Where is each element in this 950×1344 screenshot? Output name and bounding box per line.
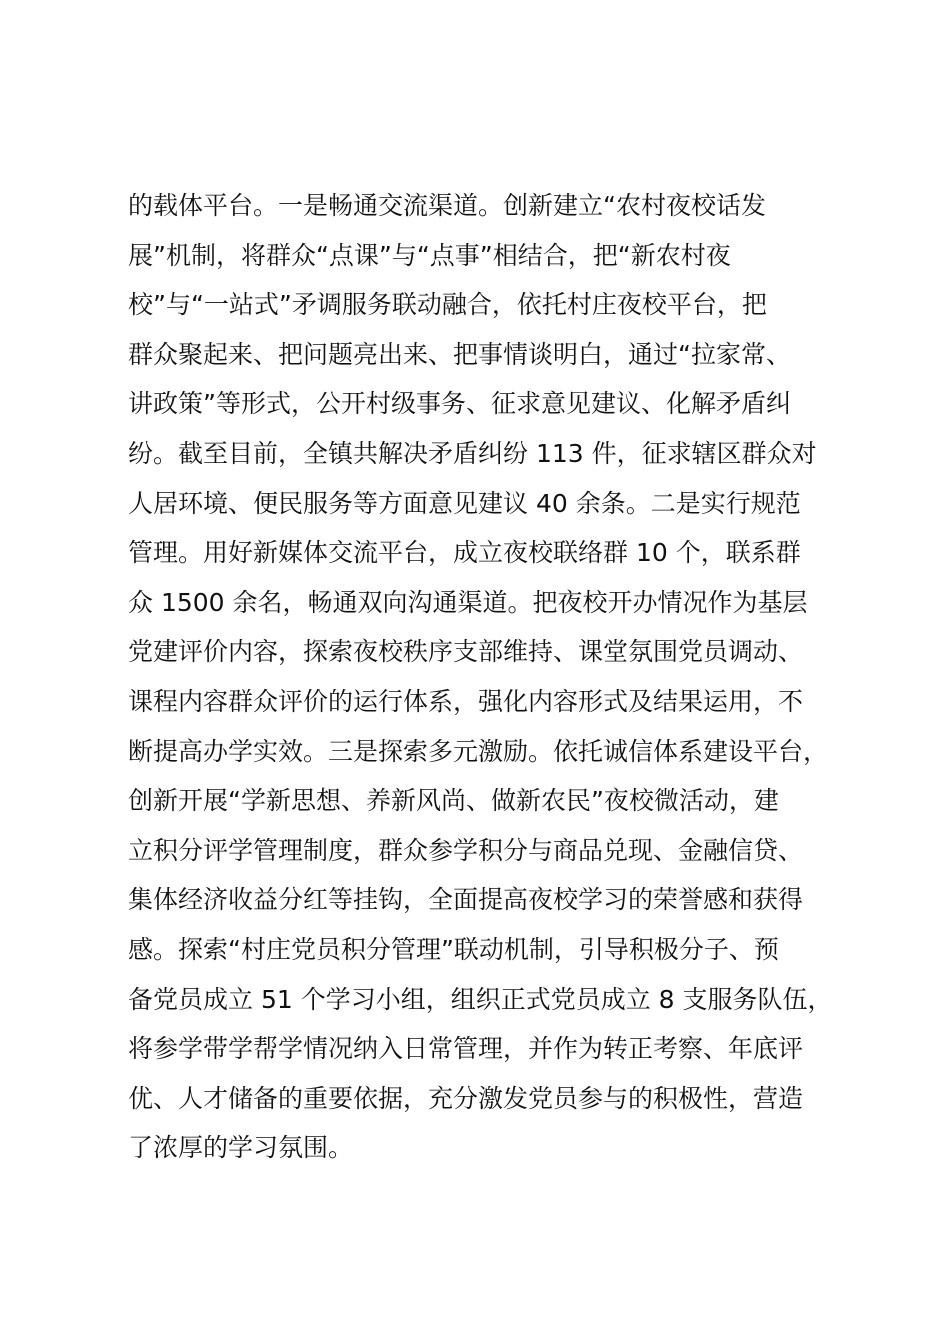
- text-line: 创新开展“学新思想、养新风尚、做新农民”夜校微活动，建: [128, 786, 779, 816]
- text-line: 将参学带学帮学情况纳入日常管理，并作为转正考察、年底评: [128, 1034, 804, 1064]
- text-line: 校”与“一站式”矛调服务联动融合，依托村庄夜校平台，把: [128, 290, 767, 320]
- text-line: 众 1500 余名，畅通双向沟通渠道。把夜校开办情况作为基层: [128, 587, 808, 617]
- text-line: 管理。用好新媒体交流平台，成立夜校联络群 10 个，联系群: [128, 538, 801, 568]
- text-line: 纷。截至目前，全镇共解决矛盾纠纷 113 件，征求辖区群众对: [128, 438, 817, 468]
- text-line: 人居环境、便民服务等方面意见建议 40 余条。二是实行规范: [128, 488, 801, 518]
- text-line: 讲政策”等形式，公开村级事务、征求意见建议、化解矛盾纠: [128, 389, 791, 419]
- text-line: 断提高办学实效。三是探索多元激励。依托诚信体系建设平台，: [128, 736, 829, 766]
- text-line: 了浓厚的学习氛围。: [128, 1133, 354, 1163]
- text-line: 感。探索“村庄党员积分管理”联动机制，引导积极分子、预: [128, 934, 779, 964]
- text-line: 党建评价内容，探索夜校秩序支部维持、课堂氛围党员调动、: [128, 637, 804, 667]
- text-line: 的载体平台。一是畅通交流渠道。创新建立“农村夜校话发: [128, 191, 766, 220]
- text-line: 备党员成立 51 个学习小组，组织正式党员成立 8 支服务队伍，: [128, 984, 833, 1014]
- text-line: 课程内容群众评价的运行体系，强化内容形式及结果运用，不: [128, 686, 804, 716]
- body-paragraph: [128, 181, 868, 1173]
- text-line: 集体经济收益分红等挂钩，全面提高夜校学习的荣誉感和获得: [128, 885, 804, 915]
- text-line: 立积分评学管理制度，群众参学积分与商品兑现、金融信贷、: [128, 835, 804, 865]
- text-line: 优、人才储备的重要依据，充分激发党员参与的积极性，营造: [128, 1083, 804, 1113]
- text-line: 群众聚起来、把问题亮出来、把事情谈明白，通过“拉家常、: [128, 339, 791, 369]
- text-line: 展”机制，将群众“点课”与“点事”相结合，把“新农村夜: [128, 240, 731, 270]
